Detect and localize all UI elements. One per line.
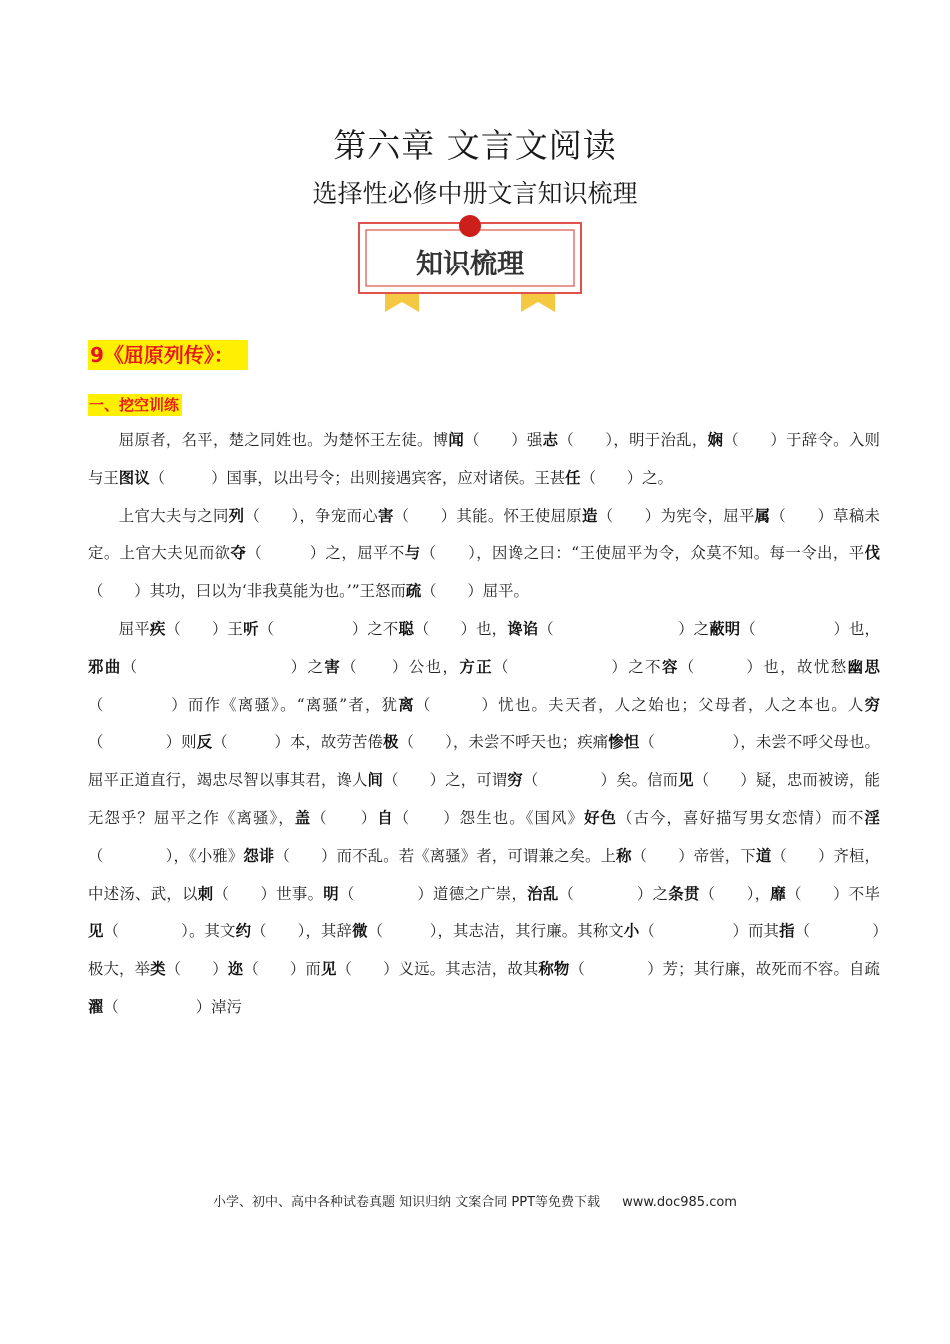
key-word: 闻 [448,431,465,449]
passage-text: （ ），《小雅》 [88,846,244,865]
banner-dot-icon [459,215,481,237]
passage-text: （ ）国事，以出号令；出则接遇宾客，应对诸侯。王甚 [149,468,566,487]
key-word: 濯 [88,997,104,1016]
key-word: 小 [623,922,640,941]
passage-text: （ ）草稿未定。上官大夫见而欲 [88,506,880,563]
key-word: 靡 [770,884,787,903]
passage-text: （ ），因谗之曰：“王使屈平为令，众莫不知。每一令出，平 [420,544,865,563]
passage-text: （ ）于辞令。入则与王 [88,431,880,487]
passage-paragraph [88,498,880,611]
passage-text: （ ）之 [121,657,325,676]
key-word: 疏 [405,582,422,601]
passage-text: （ ）公也， [341,657,460,676]
passage-text: （ ）忧也。夫天者，人之始也；父母者，人之本也。人 [414,695,865,714]
knowledge-banner [355,212,585,314]
key-word: 穷 [864,695,880,714]
passage-text: （ ）强 [464,431,543,449]
key-word: 疾 [149,619,166,638]
page-subtitle: 选择性必修中册文言知识梳理 [312,179,638,208]
passage-text: （ ）怨生也。《国风》 [393,808,585,827]
key-word: 反 [196,733,213,752]
passage-text: （ ）则 [88,733,197,752]
key-word: 淫 [864,808,880,827]
key-word: 蔽明 [709,619,741,638]
passage-text: （ ）屈平。 [421,582,529,601]
passage-text: 屈平 [118,619,150,638]
passage-text: （ ）也，故忧愁 [678,657,848,676]
key-word: 迩 [227,960,244,979]
key-word: 间 [367,771,384,790]
page-title: 第六章 文言文阅读 [333,126,617,165]
passage-text: （ ）而作《离骚》。“离骚”者，犹 [88,695,399,714]
section-heading: 9《屈原列传》： [88,340,248,370]
passage-text: （ ）。其文 [103,922,236,941]
passage-text: （ ）矣。信而 [522,771,679,790]
passage-text: （ ） [311,808,378,827]
passage-text: （ ），其辞 [251,922,353,941]
passage-text: （ ）之不 [258,619,399,638]
passage-text: （ ）疑，忠而被谤，能无怨乎？屈平之作《离骚》， [88,771,880,827]
key-word: 穷 [507,771,523,790]
passage-text: （ ），其志洁，其行廉。其称文 [367,922,624,941]
key-word: 刺 [197,884,214,903]
passage-text: （ ）也， [414,619,508,638]
passage-text: （ ）义远。其志洁，故其 [336,960,539,979]
passage-paragraph [88,422,880,498]
key-word: 称 [616,846,632,865]
key-word: 谗谄 [507,619,539,638]
passage-text: （ ）之，可谓 [383,771,508,790]
key-word: 与 [404,544,421,563]
key-word: 容 [661,657,679,676]
passage-paragraph [88,611,880,1027]
passage-text: （ ）而其 [639,922,780,941]
key-word: 方正 [459,657,494,676]
key-word: 指 [779,922,795,941]
key-word: 听 [243,619,259,638]
key-word: 条贯 [668,884,700,903]
key-word: 道 [755,846,772,865]
passage-text: （ ），明于治乱， [558,431,708,449]
banner-label: 知识梳理 [416,249,524,280]
passage-text: （ ）而 [243,960,321,979]
key-word: 聪 [398,619,414,638]
passage-text: （ ）也， [740,619,880,638]
passage-text: （ ）淖污 [103,997,242,1016]
key-word: 志 [542,431,559,449]
passage-text: （ ）其能。怀王使屈原 [393,506,582,525]
key-word: 幽思 [847,657,880,676]
key-word: 盖 [294,808,312,827]
key-word: 治乱 [527,884,559,903]
passage-text: （ ）为宪令，屈平 [597,506,755,525]
footer-text: 小学、初中、高中各种试卷真题 知识归纳 文案合同 PPT等免费下载 [213,1195,601,1210]
key-word: 害 [324,657,342,676]
passage-text: （ ）之，屈平不 [246,544,405,563]
key-word: 微 [352,922,368,941]
passage [88,422,880,1027]
passage-text: 上官大夫与之同 [118,506,229,525]
passage-text: （ ）不毕 [786,884,880,903]
passage-text: （ ）之不 [493,657,662,676]
passage-text: （ ）齐桓，中述汤、武，以 [88,846,880,903]
footer [0,1191,950,1210]
key-word: 类 [150,960,166,979]
key-word: 好色 [584,808,618,827]
key-word: 伐 [864,544,880,563]
passage-text: （ ）之 [558,884,669,903]
key-word: 自 [377,808,394,827]
passage-text: （ ），争宠而心 [244,506,378,525]
passage-text: （ ）其功，曰以为‘非我莫能为也。’”王怒而 [88,582,406,601]
sub-heading: 一、挖空训练 [88,394,182,416]
passage-text: （ ）王 [165,619,244,638]
key-word: 约 [235,922,252,941]
key-word: 邪曲 [88,657,122,676]
key-word: 夺 [230,544,247,563]
passage-text: （ ）世事。 [213,884,324,903]
key-word: 任 [565,468,581,487]
key-word: 极 [383,733,399,752]
key-word: 属 [754,506,771,525]
key-word: 离 [398,695,415,714]
passage-text: （ ），未尝不呼天也；疾痛 [398,733,609,752]
passage-text: （古今，喜好描写男女恋情）而不 [617,808,865,827]
key-word: 明 [323,884,339,903]
passage-text: （ ）， [699,884,771,903]
key-word: 见 [678,771,694,790]
passage-text: （ ）帝喾，下 [631,846,756,865]
passage-text: （ ），未尝不呼父母也。屈平正道直行，竭忠尽智以事其君，谗人 [88,733,880,790]
passage-text: （ ）而不乱。若《离骚》者，可谓兼之矣。上 [274,846,617,865]
passage-text: （ ） [165,960,228,979]
passage-text: （ ）极大，举 [88,922,880,979]
passage-text: （ ）本，故劳苦倦 [212,733,384,752]
key-word: 造 [582,506,598,525]
passage-text: （ ）之。 [580,468,673,487]
key-word: 列 [228,506,245,525]
key-word: 娴 [707,431,724,449]
passage-text: （ ）道德之广崇， [338,884,528,903]
passage-text: （ ）之 [538,619,710,638]
key-word: 怨诽 [243,846,275,865]
key-word: 称物 [538,960,570,979]
key-word: 惨怛 [608,733,640,752]
key-word: 见 [320,960,337,979]
passage-text: 屈原者，名平，楚之同姓也。为楚怀王左徒。博 [118,431,449,449]
footer-url: www.doc985.com [622,1195,737,1210]
passage-text: （ ）芳；其行廉，故死而不容。自疏 [569,960,880,979]
key-word: 图议 [118,468,150,487]
key-word: 见 [88,922,104,941]
key-word: 害 [377,506,394,525]
